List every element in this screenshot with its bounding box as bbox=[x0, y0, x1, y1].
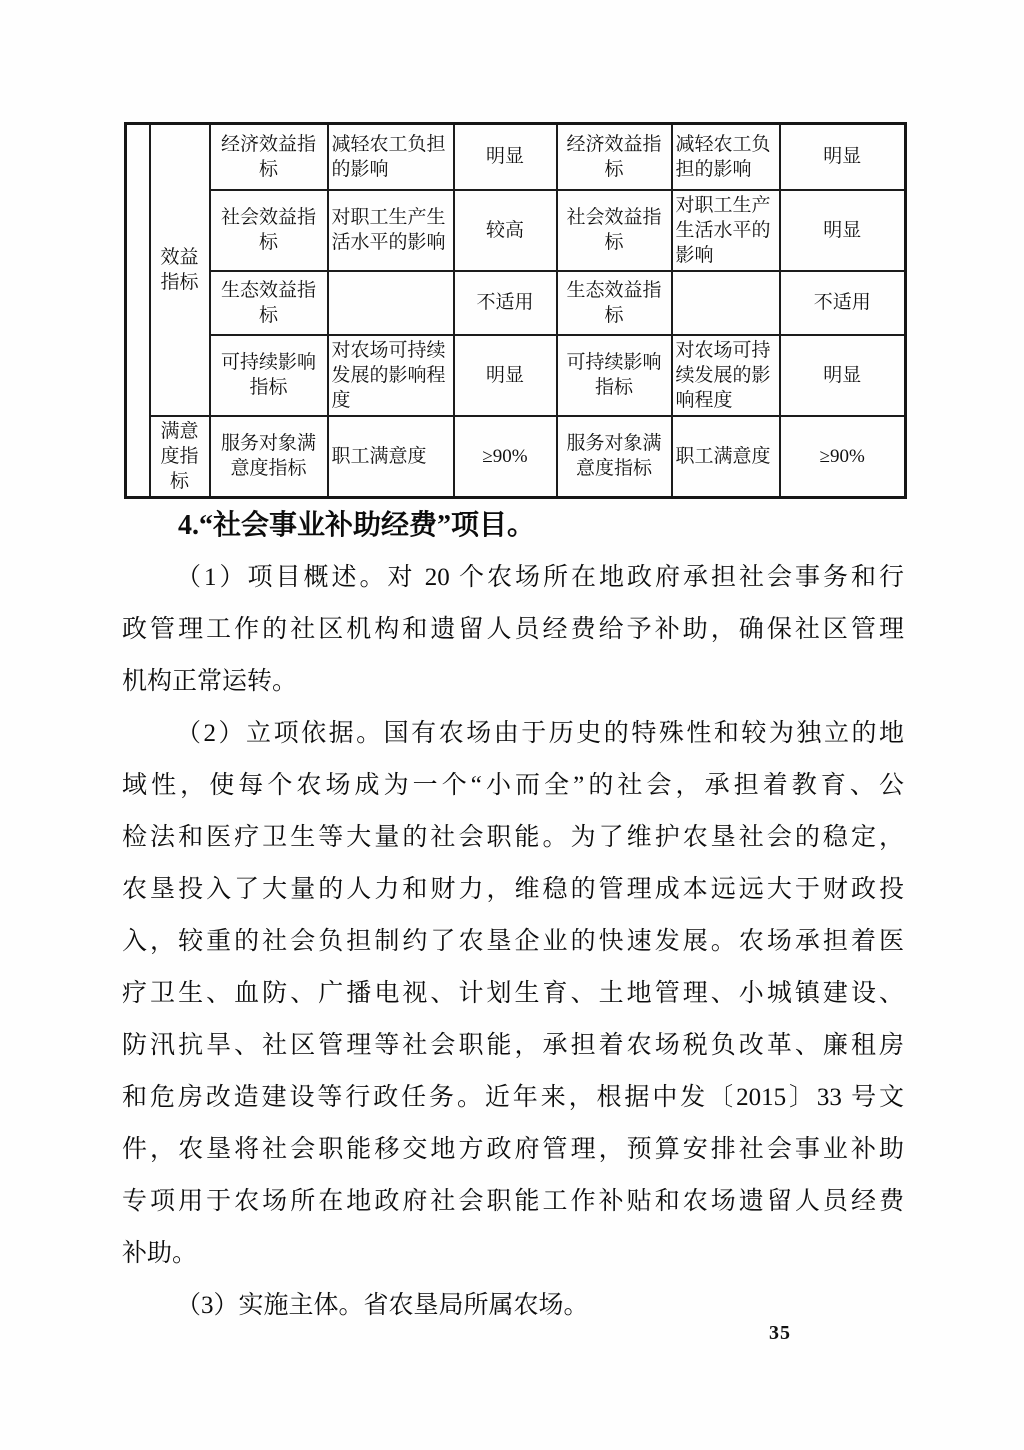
table-cell-value: 较高 bbox=[454, 190, 557, 271]
table-cell-spacer bbox=[126, 124, 150, 498]
table-cell-group-benefit: 效益指标 bbox=[150, 124, 210, 416]
table-cell-description: 职工满意度 bbox=[672, 416, 780, 498]
text-line: 域性，使每个农场成为一个“小而全”的社会，承担着教育、公 bbox=[122, 772, 904, 799]
table-cell-value: 明显 bbox=[780, 190, 906, 271]
table-cell-value: 明显 bbox=[780, 124, 906, 190]
table-cell-description: 对职工生产生活水平的影响 bbox=[672, 190, 780, 271]
body-text bbox=[122, 500, 904, 1332]
text-line: 专项用于农场所在地政府社会职能工作补贴和农场遗留人员经费 bbox=[122, 1188, 904, 1215]
text-line: （1）项目概述。对 20 个农场所在地政府承担社会事务和行 bbox=[176, 564, 904, 591]
table-cell-indicator: 社会效益指标 bbox=[210, 190, 328, 271]
text-line: 件，农垦将社会职能移交地方政府管理，预算安排社会事业补助 bbox=[122, 1136, 904, 1163]
table-cell-group-satisfaction: 满意度指标 bbox=[150, 416, 210, 498]
table-row bbox=[126, 335, 906, 416]
table-cell-value: 不适用 bbox=[780, 271, 906, 335]
table-cell-value: 明显 bbox=[454, 335, 557, 416]
text-line: 入，较重的社会负担制约了农垦企业的快速发展。农场承担着医 bbox=[122, 928, 904, 955]
table-cell-indicator: 经济效益指标 bbox=[557, 124, 672, 190]
text-line: （3）实施主体。省农垦局所属农场。 bbox=[176, 1292, 589, 1319]
paragraph-2 bbox=[122, 708, 904, 1280]
text-line: 农垦投入了大量的人力和财力，维稳的管理成本远远大于财政投 bbox=[122, 876, 904, 903]
table-cell-indicator: 服务对象满意度指标 bbox=[210, 416, 328, 498]
text-line: 疗卫生、血防、广播电视、计划生育、土地管理、小城镇建设、 bbox=[122, 980, 904, 1007]
table-cell-description: 减轻农工负担的影响 bbox=[672, 124, 780, 190]
table-row bbox=[126, 271, 906, 335]
table-cell-value: ≥90% bbox=[454, 416, 557, 498]
table-cell-indicator: 社会效益指标 bbox=[557, 190, 672, 271]
table-cell-description: 对农场可持续发展的影响程度 bbox=[328, 335, 454, 416]
table-cell-value: 不适用 bbox=[454, 271, 557, 335]
table-cell-description: 职工满意度 bbox=[328, 416, 454, 498]
text-line: 和危房改造建设等行政任务。近年来，根据中发〔2015〕33 号文 bbox=[122, 1084, 904, 1111]
paragraph-1 bbox=[122, 552, 904, 708]
text-line: （2）立项依据。国有农场由于历史的特殊性和较为独立的地 bbox=[176, 720, 904, 747]
table-cell-indicator: 生态效益指标 bbox=[210, 271, 328, 335]
text-line: 机构正常运转。 bbox=[122, 668, 298, 695]
table-cell-indicator: 生态效益指标 bbox=[557, 271, 672, 335]
section-heading: 4.“社会事业补助经费”项目。 bbox=[178, 510, 536, 541]
page-number: 35 bbox=[769, 1322, 791, 1344]
table-row bbox=[126, 416, 906, 498]
table-cell-indicator: 可持续影响指标 bbox=[210, 335, 328, 416]
indicator-table bbox=[124, 122, 907, 499]
text-line: 检法和医疗卫生等大量的社会职能。为了维护农垦社会的稳定， bbox=[122, 824, 904, 851]
table-cell-description: 减轻农工负担的影响 bbox=[328, 124, 454, 190]
table-row bbox=[126, 124, 906, 190]
table-cell-description: 对职工生产生活水平的影响 bbox=[328, 190, 454, 271]
text-line: 政管理工作的社区机构和遗留人员经费给予补助，确保社区管理 bbox=[122, 616, 904, 643]
table-cell-description bbox=[328, 271, 454, 335]
table-cell-indicator: 经济效益指标 bbox=[210, 124, 328, 190]
table-cell-indicator: 可持续影响指标 bbox=[557, 335, 672, 416]
table-cell-indicator: 服务对象满意度指标 bbox=[557, 416, 672, 498]
table-cell-description bbox=[672, 271, 780, 335]
text-line: 防汛抗旱、社区管理等社会职能，承担着农场税负改革、廉租房 bbox=[122, 1032, 904, 1059]
table-cell-value: 明显 bbox=[454, 124, 557, 190]
table-row bbox=[126, 190, 906, 271]
text-line: 补助。 bbox=[122, 1240, 198, 1267]
table-cell-description: 对农场可持续发展的影响程度 bbox=[672, 335, 780, 416]
table-cell-value: 明显 bbox=[780, 335, 906, 416]
table-cell-value: ≥90% bbox=[780, 416, 906, 498]
